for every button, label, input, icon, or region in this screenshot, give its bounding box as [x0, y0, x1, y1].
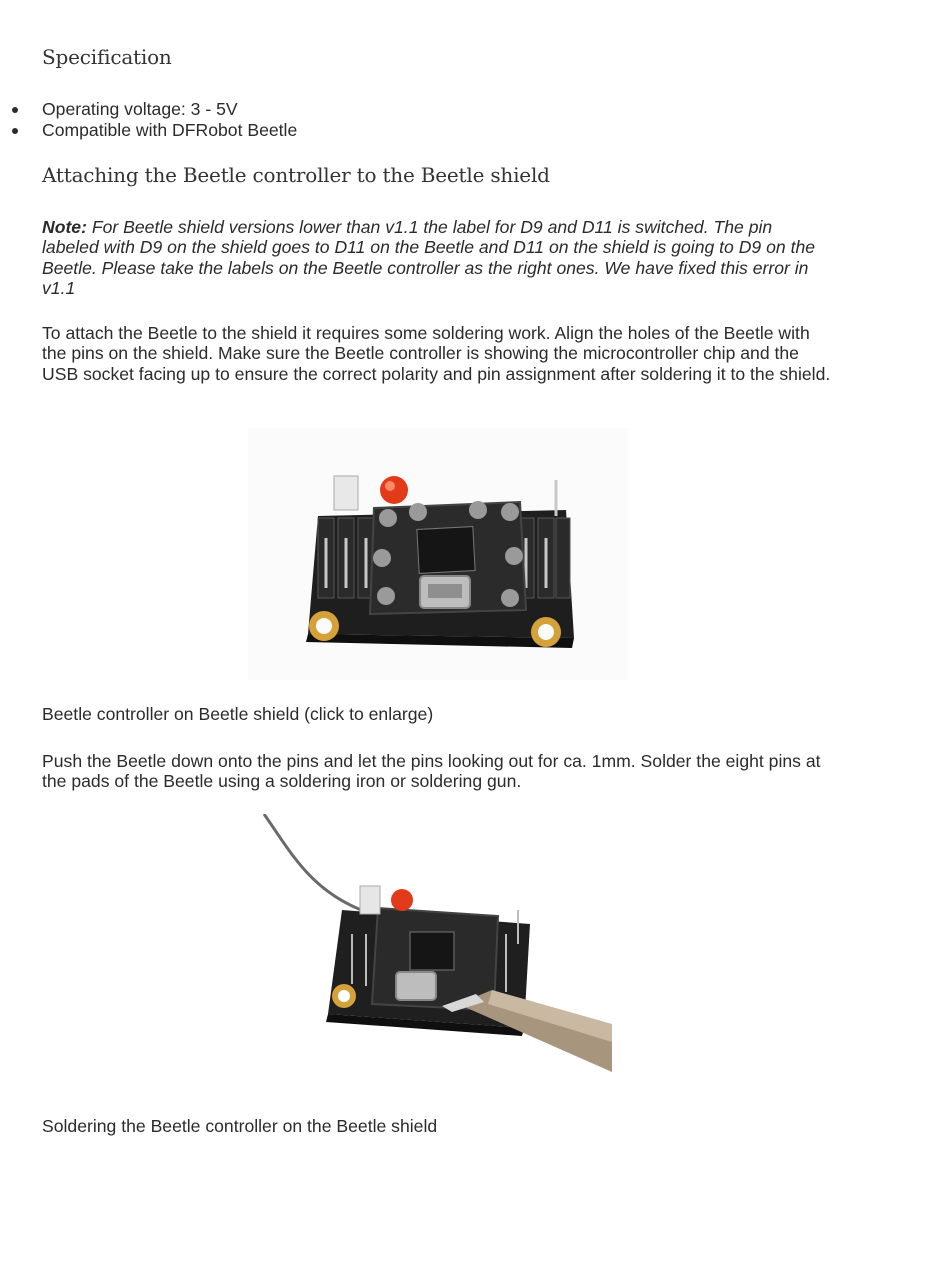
note-text: For Beetle shield versions lower than v1.1 the label for D9 and D11 is switched. The pin labeled with D9 on the shield goes to D11 on the Beetle and D11 on the shield is going to D9 on the Beetle. Please take the labels on the Beetle controller as the right ones. We have fixed this error in v1.1 — [42, 217, 816, 298]
photo-caption-1: Beetle controller on Beetle shield (click to enlarge) — [42, 704, 434, 724]
attach-instructions: To attach the Beetle to the shield it requires some soldering work. Align the holes of the Beetle with the pins on the shield. Make sure the Beetle controller is showing the microcontroller chip and the USB socket facing up to ensure the correct polarity and pin assignment after soldering it to the shield. — [42, 323, 831, 384]
soldering-instructions: Push the Beetle down onto the pins and let the pins looking out for ca. 1mm. Solder the eight pins at the pads of the Beetle using a soldering iron or soldering gun. — [42, 751, 821, 792]
photo-caption-2: Soldering the Beetle controller on the Beetle shield — [42, 1116, 438, 1136]
list-item-text: Compatible with DFRobot Beetle — [42, 120, 298, 140]
soldering-illustration — [262, 814, 612, 1097]
version-note — [42, 217, 832, 298]
list-item-text: Operating voltage: 3 - 5V — [42, 99, 238, 119]
beetle-on-shield-photo[interactable] — [248, 428, 628, 680]
bullet-icon — [12, 128, 18, 134]
specification-heading: Specification — [42, 45, 172, 69]
bullet-icon — [12, 107, 18, 113]
beetle-on-shield-illustration — [248, 428, 628, 680]
soldering-photo — [262, 814, 612, 1097]
attach-heading: Attaching the Beetle controller to the Beetle shield — [42, 163, 550, 187]
note-label: Note: — [42, 217, 87, 237]
